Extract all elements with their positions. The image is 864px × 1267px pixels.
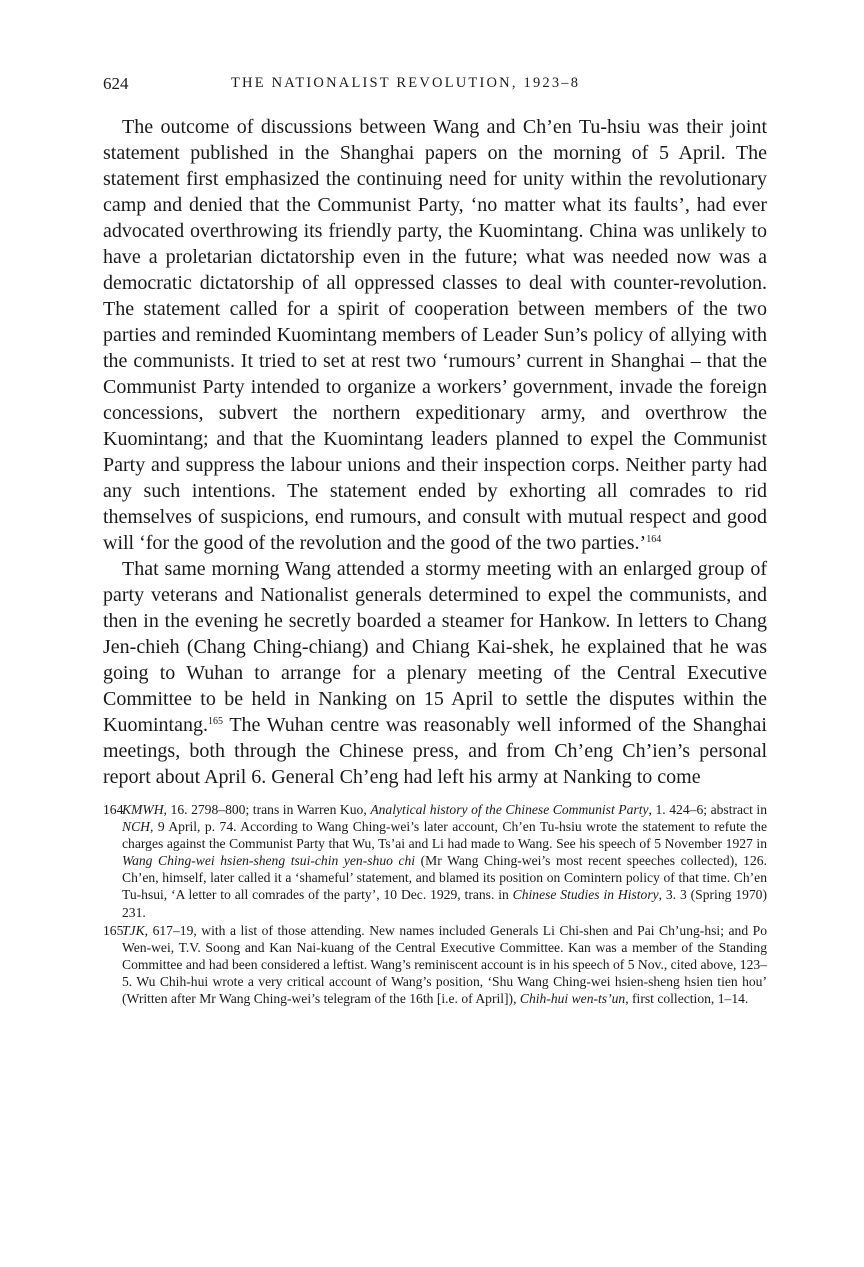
footnote-text: , first collection, 1–14.: [625, 991, 749, 1007]
footnote-source: TJK: [122, 922, 145, 938]
paragraph-1-text: The outcome of discussions between Wang and Ch’en Tu-hsiu was their joint statement published in the Shanghai papers on the morning of 5 April. The statement first emphasized the continuing need for unity within the revolutionary camp and denied that the Communist Party, ‘no matter what its faults’, had ever advocated overthrowing its friendly party, the Kuomintang. China was unlikely to have a proletarian dictatorship even in the future; what was needed now was a democratic dictatorship of all oppressed classes to deal with counter-revolution. The statement called for a spirit of cooperation between members of the two parties and reminded Kuomintang members of Leader Sun’s policy of allying with the communists. It tried to set at rest two ‘rumours’ current in Shanghai – that the Communist Party intended to organize a workers’ government, invade the foreign concessions, subvert the northern expeditionary army, and overthrow the Kuomintang; and that the Kuomintang leaders planned to expel the Communist Party and suppress the labour unions and their inspection corps. Neither party had any such intentions. The statement ended by exhorting all comrades to rid themselves of suspicions, end rumours, and consult with mutual respect and good will ‘for the good of the revolution and the good of the two parties.’: [103, 116, 767, 554]
footnote-number: 165: [103, 922, 124, 938]
footnote-164: [103, 801, 767, 921]
footnote-text: , 16. 2798–800; trans in Warren Kuo,: [163, 802, 371, 817]
footnote-text: , 1. 424–6; abstract in: [648, 802, 768, 817]
paragraph-2-text-b: The Wuhan centre was reasonably well informed of the Shanghai meetings, both through the Chinese press, and from Ch’eng Ch’ien’s personal report about April 6. General Ch’eng had left his army at Nanking to come: [103, 714, 767, 788]
footnote-book-title: Chih-hui wen-ts’un: [519, 991, 626, 1007]
book-page: [103, 74, 767, 1007]
paragraph-1: [103, 114, 767, 556]
paragraph-2-text-a: That same morning Wang attended a stormy meeting with an enlarged group of party veterans and Nationalist generals determined to expel the communists, and then in the evening he secretly boarded a steamer for Hankow. In letters to Chang Jen-chieh (Chang Ching-chiang) and Chiang Kai-shek, he explained that he was going to Wuhan to arrange for a plenary meeting of the Central Executive Committee to be held in Nanking on 15 April to settle the disputes within the Kuomintang.: [103, 558, 767, 736]
footnote-number: 164: [103, 802, 124, 817]
footnote-book-title: Wang Ching-wei hsien-sheng tsui-chin yen-shuo chi: [122, 853, 416, 869]
footnote-book-title: Analytical history of the Chinese Communist Party: [370, 802, 649, 817]
paragraph-2: [103, 556, 767, 790]
footnotes: [103, 801, 767, 1007]
footnote-ref-164: 164: [646, 534, 662, 545]
running-head: [103, 74, 767, 100]
footnote-source: KMWH: [122, 802, 164, 817]
footnote-text: , 617–19, with a list of those attending. New names included Generals Li Chi-shen and Pai Ch’ung-hsi; and Po Wen-wei, T.V. Soong and Kan Nai-kuang of the Central Executive Committee. Kan was a member of the Standing Committee and had been considered a leftist. Wang’s reminiscent account is in his speech of 5 Nov., cited above, 123–5. Wu Chih-hui wrote a very critical account of Wang’s position, ‘Shu Wang Ching-wei hsien-sheng hsien tien hou’ (Written after Mr Wang Ching-wei’s telegram of the 16th [i.e. of April]),: [122, 922, 767, 1007]
footnote-165: [103, 922, 767, 1007]
footnote-source: NCH: [122, 819, 150, 835]
running-title: THE NATIONALIST REVOLUTION, 1923–8: [231, 75, 581, 91]
footnote-text: , 9 April, p. 74. According to Wang Ching-wei’s later account, Ch’en Tu-hsiu wrote the statement to refute the charges against the Communist Party that Wu, Ts’ai and Li had made to Wang. See his speech of 5 November 1927 in: [122, 819, 767, 852]
footnote-text: , 3. 3 (Spring 1970) 231.: [122, 887, 767, 920]
footnote-journal-title: Chinese Studies in History: [512, 887, 659, 903]
footnote-ref-165: 165: [208, 716, 223, 727]
footnote-text: (Mr Wang Ching-wei’s most recent speeches collected), 126. Ch’en, himself, later called it a ‘shameful’ statement, and blamed its position on Comintern policy of that time. Ch’en Tu-hsui, ‘A letter to all comrades of the party’, 10 Dec. 1929, trans. in: [122, 853, 767, 903]
body-text: [103, 114, 767, 790]
page-number: 624: [103, 74, 129, 93]
